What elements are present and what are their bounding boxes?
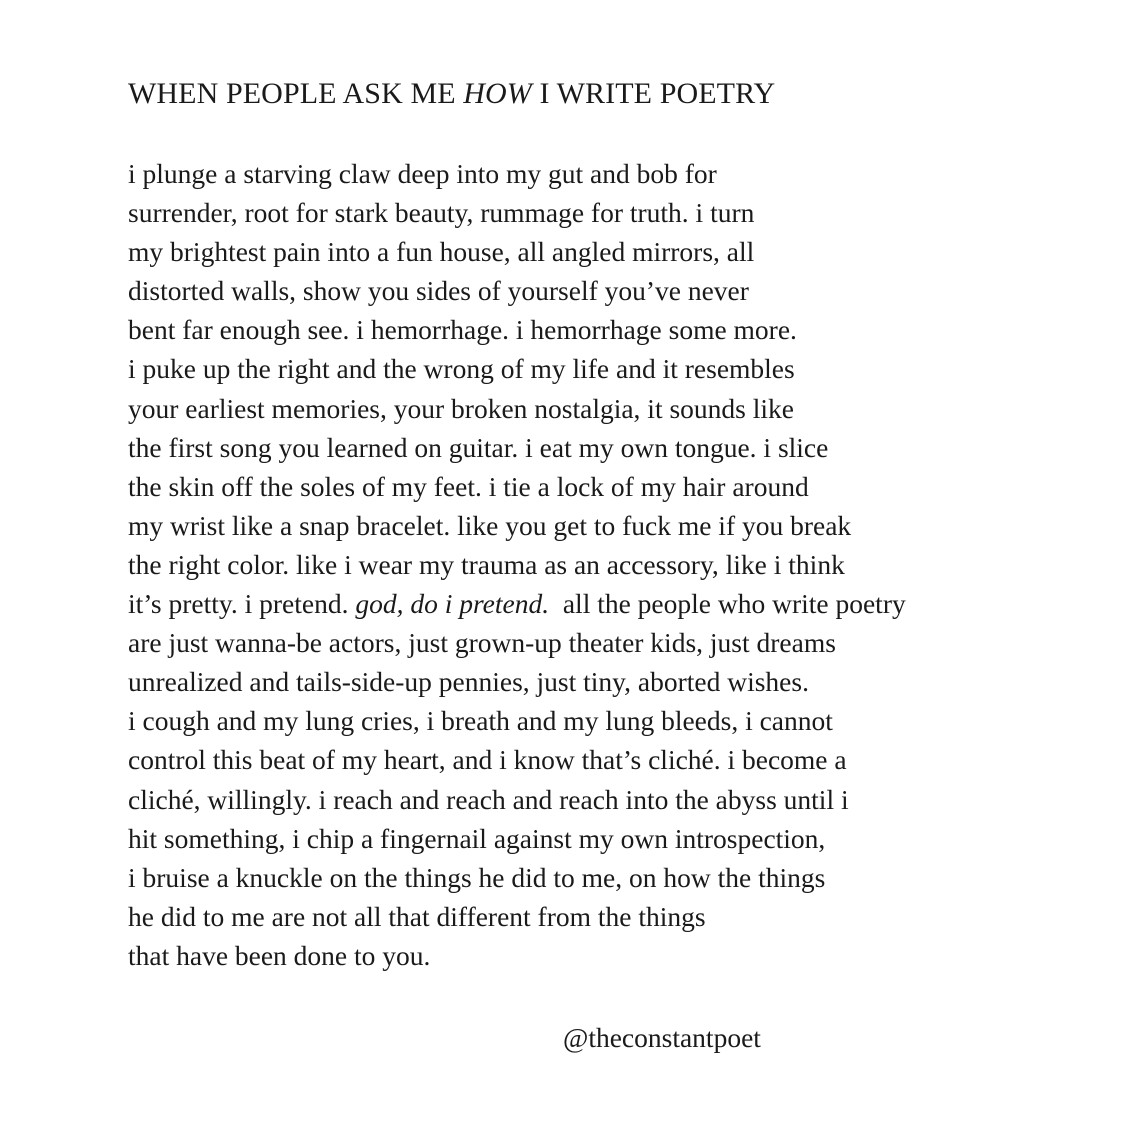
poem-line: hit something, i chip a fingernail against my own introspection,: [128, 822, 826, 854]
poem-line-text: it’s pretty. i pretend.: [128, 588, 356, 620]
poem-line: i bruise a knuckle on the things he did to me, on how the things: [128, 861, 826, 893]
poem-line: i plunge a starving claw deep into my gut and bob for: [128, 158, 717, 189]
poem-line: cliché, willingly. i reach and reach and reach into the abyss until i: [128, 783, 849, 815]
poem-body: [128, 154, 906, 975]
poem-line: unrealized and tails-side-up pennies, just tiny, aborted wishes.: [128, 666, 809, 698]
poem-line: i cough and my lung cries, i breath and my lung bleeds, i cannot: [128, 705, 833, 737]
poem-line: my brightest pain into a fun house, all angled mirrors, all: [128, 236, 755, 268]
poem-line: control this beat of my heart, and i know that’s cliché. i become a: [128, 744, 847, 776]
author-handle: @theconstantpoet: [563, 1022, 761, 1053]
poem-line: the right color. like i wear my trauma as an accessory, like i think: [128, 548, 845, 580]
poem-line: the skin off the soles of my feet. i tie a lock of my hair around: [128, 470, 809, 502]
poem-title: [128, 74, 775, 114]
poem-line: my wrist like a snap bracelet. like you get to fuck me if you break: [128, 509, 852, 541]
poem-line: he did to me are not all that different from the things: [128, 900, 706, 932]
poem-line-text: all the people who write poetry: [549, 588, 906, 620]
poem-line: distorted walls, show you sides of yourself you’ve never: [128, 275, 749, 307]
poem-line: bent far enough see. i hemorrhage. i hemorrhage some more.: [128, 314, 797, 346]
title-emphasis: HOW: [463, 77, 532, 110]
title-text-start: WHEN PEOPLE ASK ME: [128, 77, 464, 110]
poem-line: surrender, root for stark beauty, rummage for truth. i turn: [128, 197, 755, 229]
poem-italic-phrase: god, do i pretend.: [355, 588, 550, 620]
title-text-end: I WRITE POETRY: [531, 77, 776, 110]
poem-line: are just wanna-be actors, just grown-up theater kids, just dreams: [128, 627, 836, 659]
poem-line-emphasis: [128, 584, 906, 623]
poem-line: i puke up the right and the wrong of my life and it resembles: [128, 353, 795, 385]
poem-line: your earliest memories, your broken nostalgia, it sounds like: [128, 392, 794, 424]
poem-line: the first song you learned on guitar. i eat my own tongue. i slice: [128, 431, 829, 463]
poem-line: that have been done to you.: [128, 939, 431, 971]
